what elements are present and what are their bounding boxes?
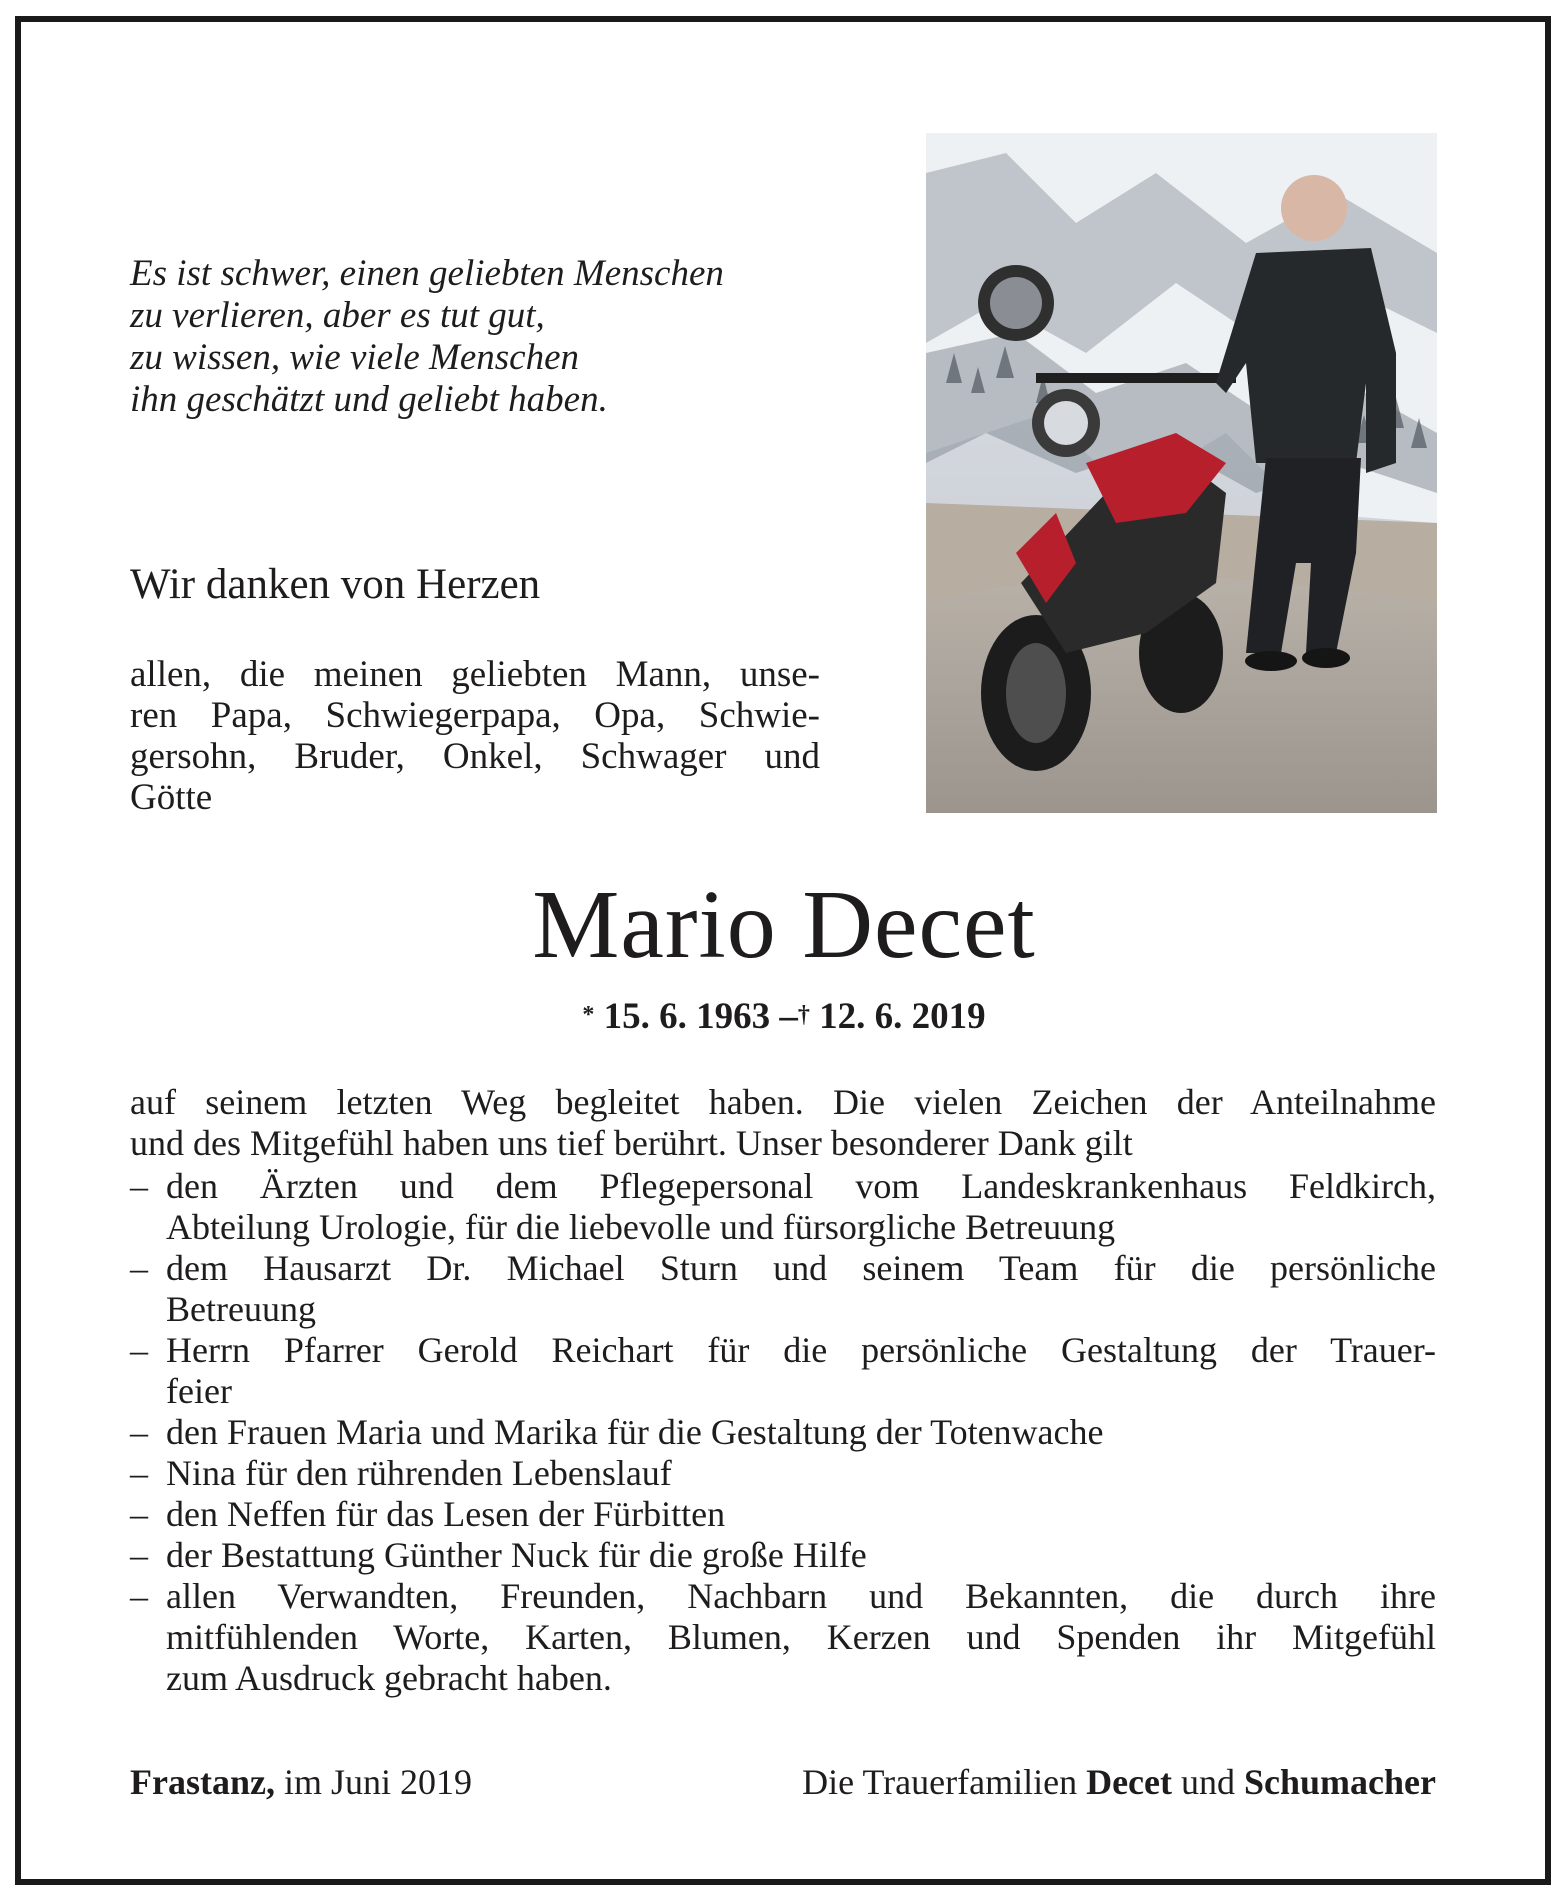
- list-item: [130, 1453, 1436, 1494]
- footer-conjunction: und: [1181, 1762, 1235, 1802]
- list-item: [130, 1330, 1436, 1412]
- list-item-line: den Ärzten und dem Pflegepersonal vom Landeskrankenhaus Feldkirch,: [166, 1166, 1436, 1206]
- footer-family-decet: Decet: [1086, 1762, 1172, 1802]
- deceased-name: Mario Decet: [532, 871, 1036, 979]
- list-dash: –: [130, 1453, 148, 1493]
- list-item: [130, 1576, 1436, 1699]
- list-item: [130, 1412, 1436, 1453]
- list-item-line: Nina für den rührenden Lebenslauf: [166, 1453, 672, 1493]
- list-item-line: dem Hausarzt Dr. Michael Sturn und seinem Team für die persönliche: [166, 1248, 1436, 1288]
- body-line: und des Mitgefühl haben uns tief berührt. Unser besonderer Dank gilt: [130, 1123, 1133, 1163]
- list-item-line: feier: [166, 1371, 232, 1411]
- intro-text: [130, 654, 820, 818]
- photo-illustration: [926, 133, 1437, 813]
- list-item: [130, 1535, 1436, 1576]
- list-dash: –: [130, 1576, 148, 1616]
- list-dash: –: [130, 1330, 148, 1370]
- list-item-line: den Frauen Maria und Marika für die Gestaltung der Totenwache: [166, 1412, 1104, 1452]
- footer-place-date: [130, 1760, 472, 1804]
- body-line: auf seinem letzten Weg begleitet haben. Die vielen Zeichen der Anteilnahme: [130, 1082, 1436, 1122]
- death-date: 12. 6. 2019: [819, 996, 986, 1037]
- life-dates: [0, 994, 1568, 1040]
- list-item-line: den Neffen für das Lesen der Fürbitten: [166, 1494, 726, 1534]
- footer-date: im Juni 2019: [283, 1762, 472, 1802]
- list-item-line: allen Verwandten, Freunden, Nachbarn und Bekannten, die durch ihre: [166, 1576, 1436, 1616]
- quote: [130, 253, 830, 421]
- quote-line: zu verlieren, aber es tut gut,: [130, 295, 545, 336]
- list-dash: –: [130, 1494, 148, 1534]
- list-dash: –: [130, 1535, 148, 1575]
- list-item-line: Herrn Pfarrer Gerold Reichart für die persönliche Gestaltung der Trauer-: [166, 1330, 1436, 1370]
- quote-line: ihn geschätzt und geliebt haben.: [130, 379, 608, 420]
- quote-line: zu wissen, wie viele Menschen: [130, 337, 580, 378]
- thanks-list: [130, 1166, 1436, 1699]
- date-separator: –: [779, 996, 798, 1037]
- death-symbol: †: [797, 1002, 810, 1028]
- list-item-line: Abteilung Urologie, für die liebevolle und fürsorgliche Betreuung: [166, 1207, 1116, 1247]
- quote-line: Es ist schwer, einen geliebten Menschen: [130, 253, 724, 294]
- list-dash: –: [130, 1412, 148, 1452]
- birth-date: 15. 6. 1963: [603, 996, 771, 1037]
- footer-families-prefix: Die Trauerfamilien: [802, 1762, 1078, 1802]
- list-dash: –: [130, 1248, 148, 1288]
- intro-line: allen, die meinen geliebten Mann, unse-: [130, 654, 820, 695]
- list-item: [130, 1494, 1436, 1535]
- list-item-line: mitfühlenden Worte, Karten, Blumen, Kerzen und Spenden ihr Mitgefühl: [166, 1617, 1436, 1657]
- footer-place: Frastanz,: [130, 1762, 275, 1802]
- list-item: [130, 1166, 1436, 1248]
- list-item-line: zum Ausdruck gebracht haben.: [166, 1658, 612, 1698]
- body-text: [130, 1082, 1436, 1164]
- intro-line: Götte: [130, 777, 213, 818]
- thanks-heading: Wir danken von Herzen: [130, 561, 541, 608]
- list-item-line: der Bestattung Günther Nuck für die große Hilfe: [166, 1535, 867, 1575]
- list-item-line: Betreuung: [166, 1289, 316, 1329]
- list-dash: –: [130, 1166, 148, 1206]
- intro-line: gersohn, Bruder, Onkel, Schwager und: [130, 736, 820, 777]
- birth-symbol: *: [582, 1002, 595, 1028]
- footer-families: [802, 1760, 1436, 1804]
- intro-line: ren Papa, Schwiegerpapa, Opa, Schwie-: [130, 695, 820, 736]
- photo-portrait: [926, 133, 1437, 813]
- footer-family-schumacher: Schumacher: [1244, 1762, 1436, 1802]
- list-item: [130, 1248, 1436, 1330]
